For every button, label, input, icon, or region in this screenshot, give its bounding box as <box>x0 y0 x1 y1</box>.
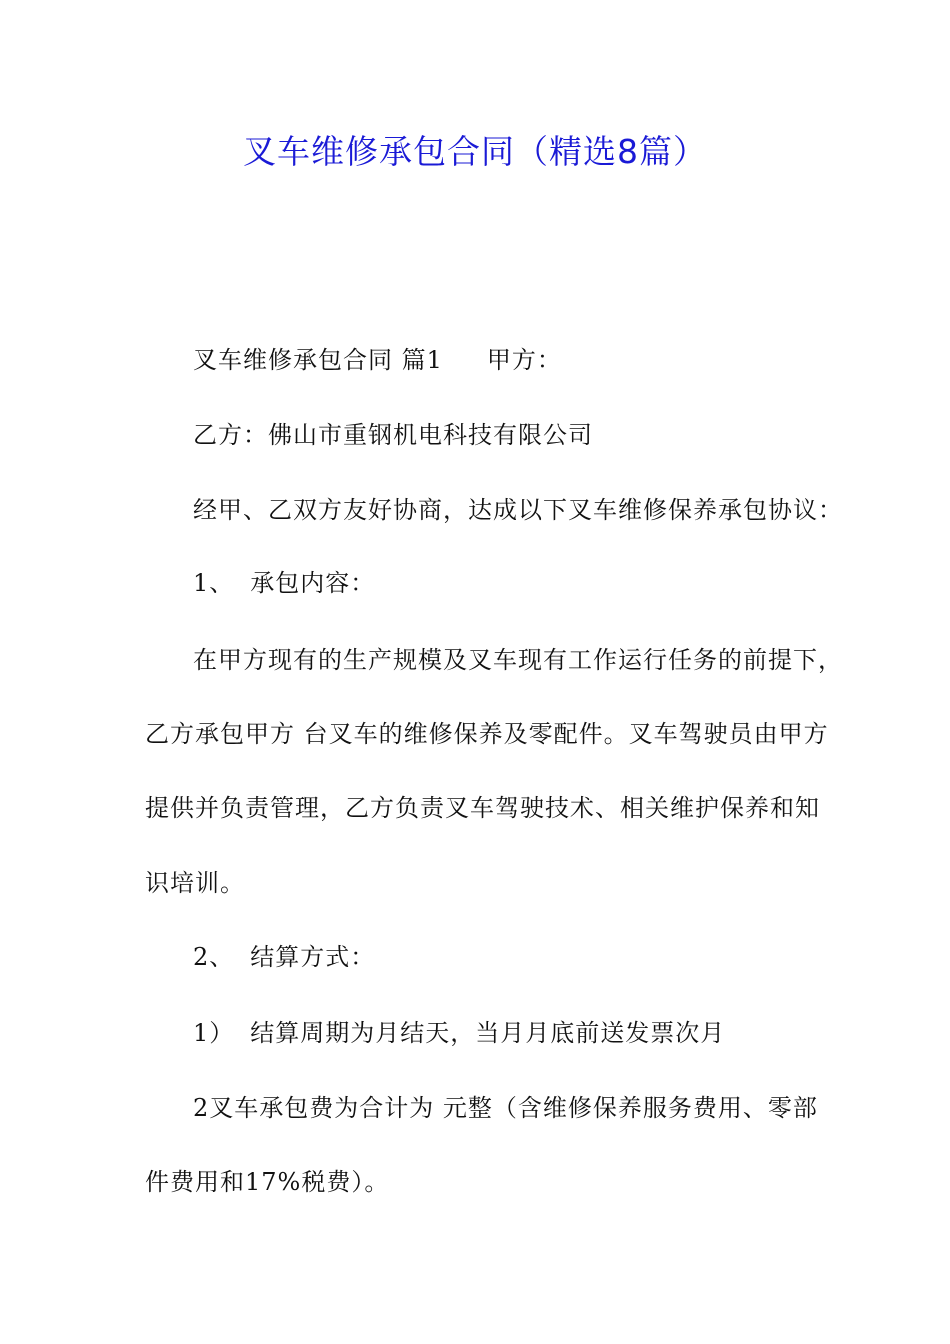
section1-body-line: 在甲方现有的生产规模及叉车现有工作运行任务的前提下， <box>193 646 843 674</box>
section1-number: 1、 <box>193 569 235 597</box>
item1-line <box>193 1016 725 1050</box>
item2-line: 2叉车承包费为合计为 元整（含维修保养服务费用、零部 <box>193 1094 818 1122</box>
party-b-line: 乙方：佛山市重钢机电科技有限公司 <box>193 421 593 449</box>
section1-body-line: 乙方承包甲方 台叉车的维修保养及零配件。叉车驾驶员由甲方 <box>145 720 829 748</box>
party-a-label: 甲方： <box>486 346 562 374</box>
item1-text: 结算周期为月结天，当月月底前送发票次月 <box>250 1019 726 1047</box>
section2-heading <box>193 940 375 974</box>
section1-heading <box>193 566 375 600</box>
section1-body-line: 识培训。 <box>145 869 245 897</box>
section2-number: 2、 <box>193 943 235 971</box>
document-title: 叉车维修承包合同（精选8篇） <box>243 132 707 171</box>
item2-line: 件费用和17%税费）。 <box>145 1168 390 1196</box>
section1-body-line: 提供并负责管理，乙方负责叉车驾驶技术、相关维护保养和知 <box>145 794 820 822</box>
section1-title: 承包内容： <box>250 569 376 597</box>
contract-part-label: 叉车维修承包合同 篇1 <box>193 346 443 374</box>
item1-number: 1） <box>193 1019 235 1047</box>
intro-line: 经甲、乙双方友好协商，达成以下叉车维修保养承包协议： <box>193 496 843 524</box>
heading-line <box>193 343 562 377</box>
section2-title: 结算方式： <box>250 943 376 971</box>
